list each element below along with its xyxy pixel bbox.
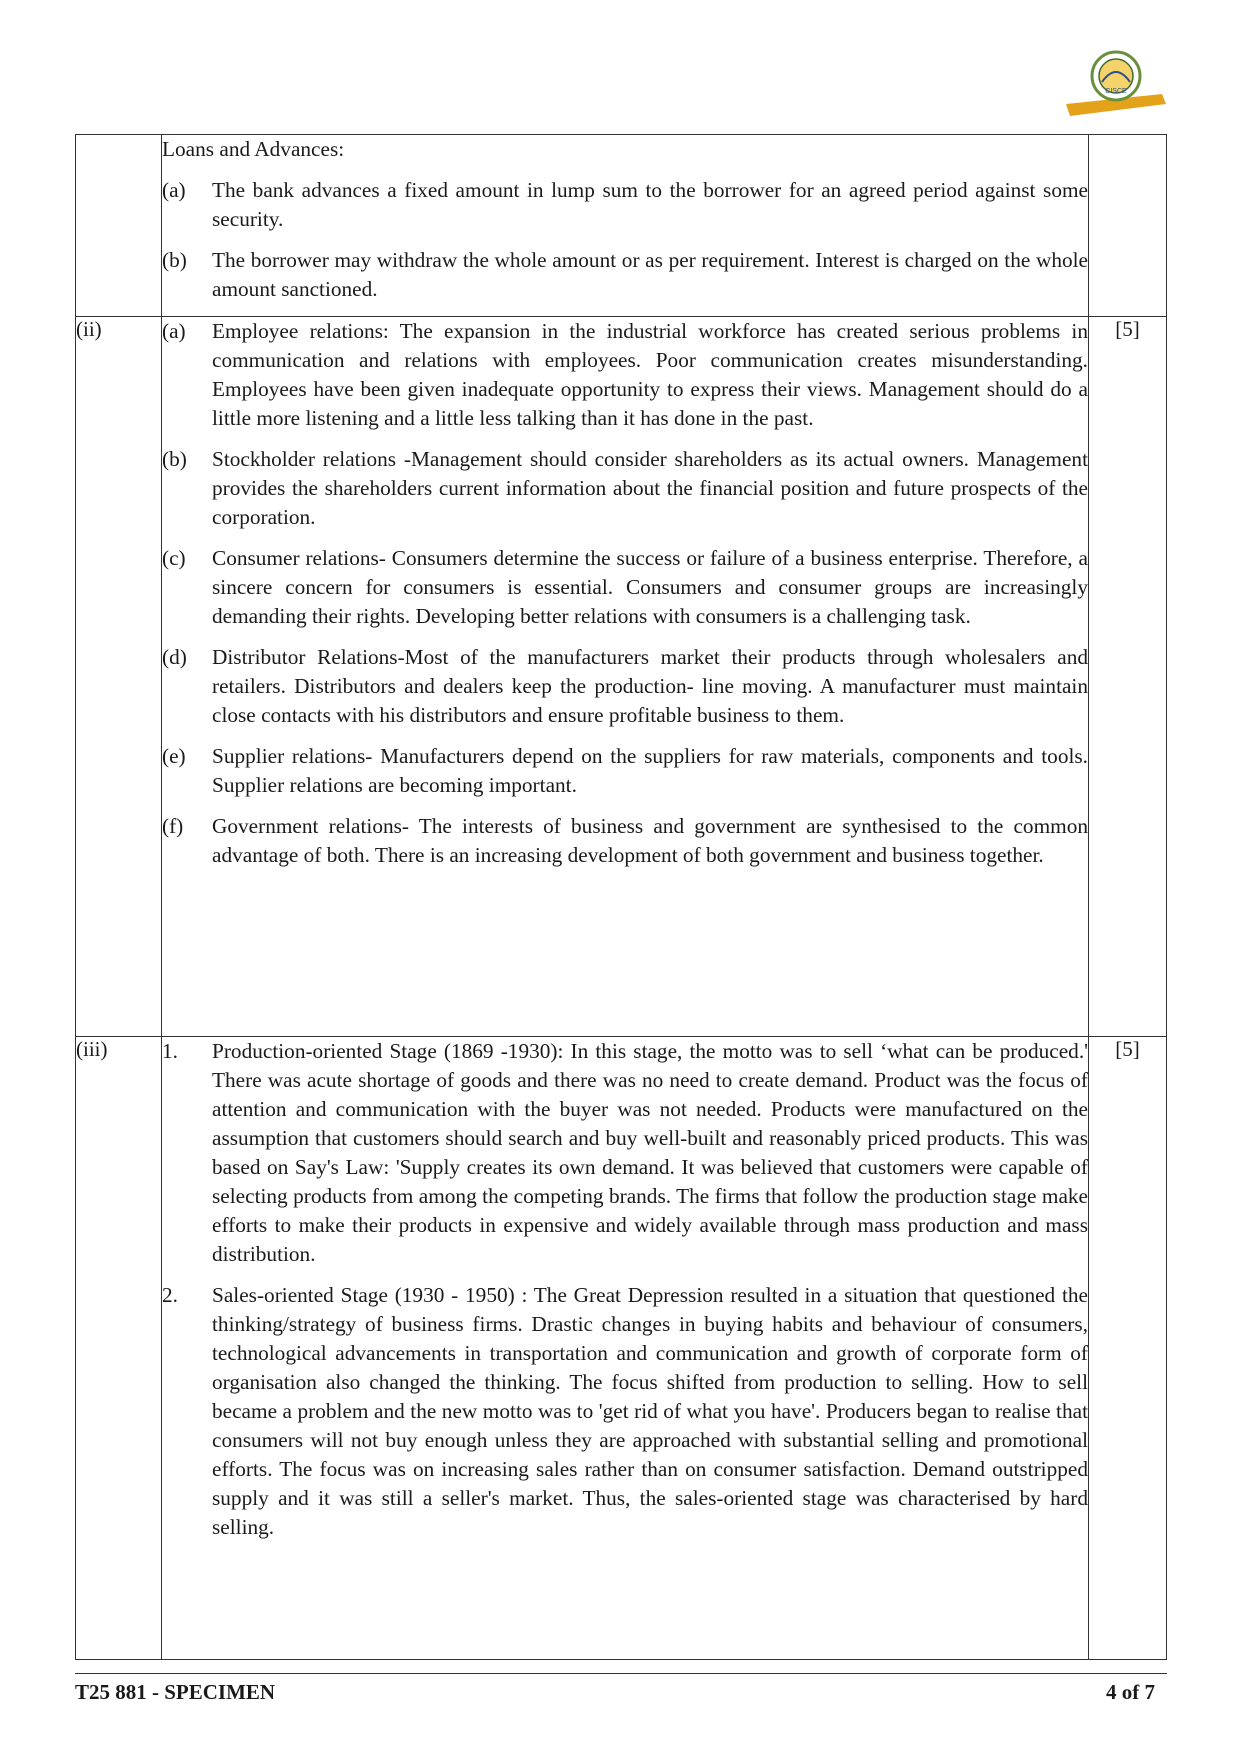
marks-cell: [1089, 135, 1167, 317]
list-item: (c) Consumer relations- Consumers determine the success or failure of a business enterprise. Therefore, a sincere concern for consumers is essential. Consumers and consumer groups are increasingly demanding their rights. Developing better relations with consumers is a challenging task.: [162, 546, 1088, 628]
question-number: (ii): [76, 317, 162, 1037]
list-item: (d) Distributor Relations-Most of the manufacturers market their products through wholesalers and retailers. Distributors and dealers keep the production- line moving. A manufacturer must maintain close contacts with his distributors and ensure profitable business to them.: [162, 645, 1088, 727]
answer-table: [75, 134, 1167, 1660]
footer-paper-code: T25 881 - SPECIMEN: [75, 1680, 276, 1704]
question-number: (iii): [76, 1037, 162, 1660]
svg-text:CISCE: CISCE: [1105, 88, 1127, 95]
cisce-logo: [1062, 46, 1170, 122]
loans-heading: Loans and Advances:: [162, 137, 345, 161]
list-item: 1. Production-oriented Stage (1869 -1930): In this stage, the motto was to sell ‘what can be produced.' There was acute shortage of goods and there was no need to create demand. Product was the focus of attention and communication with the buyer was not needed. Products were manufactured on the assumption that customers should search and buy well-built and reasonably priced products. This was based on Say's Law: 'Supply creates its own demand. It was believed that customers were capable of selecting products from among the competing brands. The firms that follow the production stage make efforts to make their products in expensive and widely available through mass production and mass distribution.: [162, 1039, 1088, 1266]
footer-divider: [75, 1673, 1167, 1674]
relations-section: [162, 317, 1089, 1037]
list-item: (b) Stockholder relations -Management should consider shareholders as its actual owners. Management provides the shareholders current information about the financial position and future prospects of the corporation.: [162, 447, 1088, 529]
list-item: (b) The borrower may withdraw the whole amount or as per requirement. Interest is charged on the whole amount sanctioned.: [162, 248, 1088, 301]
list-item: (a) Employee relations: The expansion in the industrial workforce has created serious problems in communication and relations with employees. Poor communication creates misunderstanding. Employees have been given inadequate opportunity to express their views. Management should do a little more listening and a little less talking than it has done in the past.: [162, 319, 1088, 430]
loans-section: [162, 135, 1089, 317]
list-item: (f) Government relations- The interests of business and government are synthesised to the common advantage of both. There is an increasing development of both government and business together.: [162, 814, 1088, 867]
marketing-stages-section: [162, 1037, 1089, 1660]
marks: [5]: [1089, 317, 1167, 1037]
list-item: (e) Supplier relations- Manufacturers depend on the suppliers for raw materials, components and tools. Supplier relations are becoming important.: [162, 744, 1088, 797]
list-item: 2. Sales-oriented Stage (1930 - 1950) : The Great Depression resulted in a situation that questioned the thinking/strategy of business firms. Drastic changes in buying habits and behaviour of consumers, technological advancements in transportation and communication and growth of corporate form of organisation also changed the thinking. The focus shifted from production to selling. How to sell became a problem and the new motto was to 'get rid of what you have'. Producers began to realise that consumers will not buy enough unless they are approached with substantial selling and promotional efforts. The focus was on increasing sales rather than on consumer satisfaction. Demand outstripped supply and it was still a seller's market. Thus, the sales-oriented stage was characterised by hard selling.: [162, 1283, 1088, 1539]
marks: [5]: [1089, 1037, 1167, 1660]
question-number-cell: [76, 135, 162, 317]
list-item: (a) The bank advances a fixed amount in lump sum to the borrower for an agreed period against some security.: [162, 178, 1088, 231]
footer-page-number: 4 of 7: [1106, 1680, 1155, 1704]
